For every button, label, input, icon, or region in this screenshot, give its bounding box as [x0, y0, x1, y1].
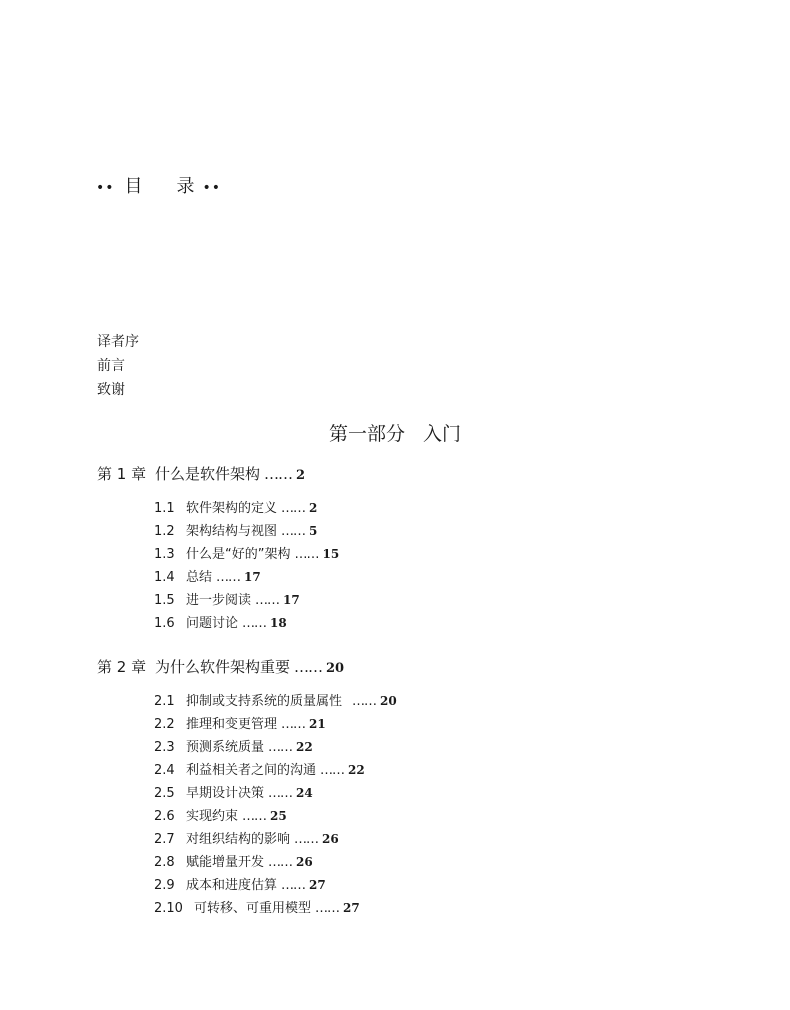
section-title: 架构结构与视图 [186, 524, 278, 539]
front-matter-translator-preface[interactable]: 译者序 [97, 334, 139, 350]
section-title: 对组织结构的影响 [186, 832, 291, 847]
page-number: 18 [270, 616, 287, 630]
toc-section-1-5[interactable] [154, 591, 300, 610]
section-number: 1.2 [154, 524, 175, 539]
toc-chapter-2[interactable] [97, 657, 344, 679]
dot-leader: …… [281, 501, 306, 516]
dot-leader: …… [281, 524, 306, 539]
toc-section-2-3[interactable] [154, 738, 313, 757]
heading-char-1: 目 [124, 176, 143, 197]
page-number: 25 [270, 809, 287, 823]
toc-section-1-3[interactable] [154, 545, 339, 564]
dot-leader: …… [242, 809, 267, 824]
heading-ornament-left: •• [96, 180, 115, 196]
section-title: 实现约束 [186, 809, 239, 824]
section-number: 2.1 [154, 694, 175, 709]
dot-leader: …… [281, 717, 306, 732]
toc-section-2-9[interactable] [154, 876, 326, 895]
section-number: 2.8 [154, 855, 175, 870]
toc-heading [96, 176, 221, 199]
chapter-number: 第 1 章 [97, 465, 147, 483]
page-number: 5 [309, 524, 318, 538]
part-subtitle: 入门 [423, 423, 462, 445]
section-number: 2.3 [154, 740, 175, 755]
dot-leader: …… [255, 593, 280, 608]
toc-section-1-1[interactable] [154, 499, 317, 518]
section-title: 赋能增量开发 [186, 855, 265, 870]
dot-leader: …… [320, 763, 345, 778]
section-title: 什么是“好的”架构 [186, 547, 291, 562]
page-number: 27 [343, 901, 360, 915]
toc-section-1-2[interactable] [154, 522, 317, 541]
section-title: 成本和进度估算 [186, 878, 278, 893]
section-number: 2.9 [154, 878, 175, 893]
section-title: 总结 [186, 570, 213, 585]
section-number: 1.1 [154, 501, 175, 516]
toc-chapter-1[interactable] [97, 464, 305, 486]
front-matter-preface[interactable]: 前言 [97, 358, 125, 374]
dot-leader: …… [242, 616, 267, 631]
page-number: 17 [283, 593, 300, 607]
chapter-title: 什么是软件架构 [155, 465, 261, 483]
dot-leader: …… [268, 855, 293, 870]
toc-section-2-4[interactable] [154, 761, 365, 780]
dot-leader: …… [268, 740, 293, 755]
toc-section-2-6[interactable] [154, 807, 287, 826]
section-title: 进一步阅读 [186, 593, 252, 608]
page-number: 17 [244, 570, 261, 584]
page-number: 24 [296, 786, 313, 800]
chapter-number: 第 2 章 [97, 658, 147, 676]
section-title: 可转移、可重用模型 [194, 901, 312, 916]
page-number: 20 [326, 661, 345, 676]
page-number: 15 [322, 547, 340, 561]
toc-section-1-6[interactable] [154, 614, 287, 633]
section-number: 2.6 [154, 809, 175, 824]
part-title [0, 422, 790, 446]
dot-leader: …… [294, 658, 323, 676]
part-label: 第一部分 [328, 423, 405, 445]
toc-section-2-8[interactable] [154, 853, 313, 872]
dot-leader: …… [315, 901, 340, 916]
toc-section-2-1[interactable] [154, 692, 397, 711]
dot-leader: …… [352, 694, 377, 709]
section-title: 问题讨论 [186, 616, 239, 631]
section-number: 1.4 [154, 570, 175, 585]
toc-section-2-7[interactable] [154, 830, 339, 849]
toc-section-1-4[interactable] [154, 568, 261, 587]
page-number: 26 [296, 855, 313, 869]
page-number: 2 [296, 468, 306, 483]
dot-leader: …… [281, 878, 306, 893]
section-number: 1.6 [154, 616, 175, 631]
page-number: 26 [322, 832, 339, 846]
section-number: 1.3 [154, 547, 175, 562]
section-title: 早期设计决策 [186, 786, 265, 801]
heading-char-2: 录 [176, 176, 195, 197]
dot-leader: …… [294, 832, 319, 847]
toc-section-2-10[interactable] [154, 899, 360, 918]
heading-ornament-right: •• [202, 180, 222, 196]
chapter-title: 为什么软件架构重要 [155, 658, 291, 676]
page-number: 22 [296, 740, 313, 754]
dot-leader: …… [294, 547, 319, 562]
section-title: 利益相关者之间的沟通 [186, 763, 317, 778]
section-title: 软件架构的定义 [186, 501, 278, 516]
section-number: 1.5 [154, 593, 175, 608]
page-number: 2 [309, 501, 318, 515]
dot-leader: …… [268, 786, 293, 801]
section-title: 预测系统质量 [186, 740, 265, 755]
page-number: 21 [309, 717, 326, 731]
section-title: 抑制或支持系统的质量属性 [186, 694, 343, 709]
section-number: 2.4 [154, 763, 175, 778]
section-number: 2.2 [154, 717, 175, 732]
front-matter-acknowledgements[interactable]: 致谢 [97, 382, 125, 398]
dot-leader: …… [216, 570, 241, 585]
toc-section-2-2[interactable] [154, 715, 326, 734]
section-title: 推理和变更管理 [186, 717, 278, 732]
page-number: 22 [348, 763, 365, 777]
section-number: 2.7 [154, 832, 175, 847]
section-number: 2.10 [154, 901, 183, 916]
page-number: 27 [309, 878, 326, 892]
dot-leader: …… [264, 465, 293, 483]
page-number: 20 [380, 694, 397, 708]
section-number: 2.5 [154, 786, 175, 801]
toc-section-2-5[interactable] [154, 784, 313, 803]
